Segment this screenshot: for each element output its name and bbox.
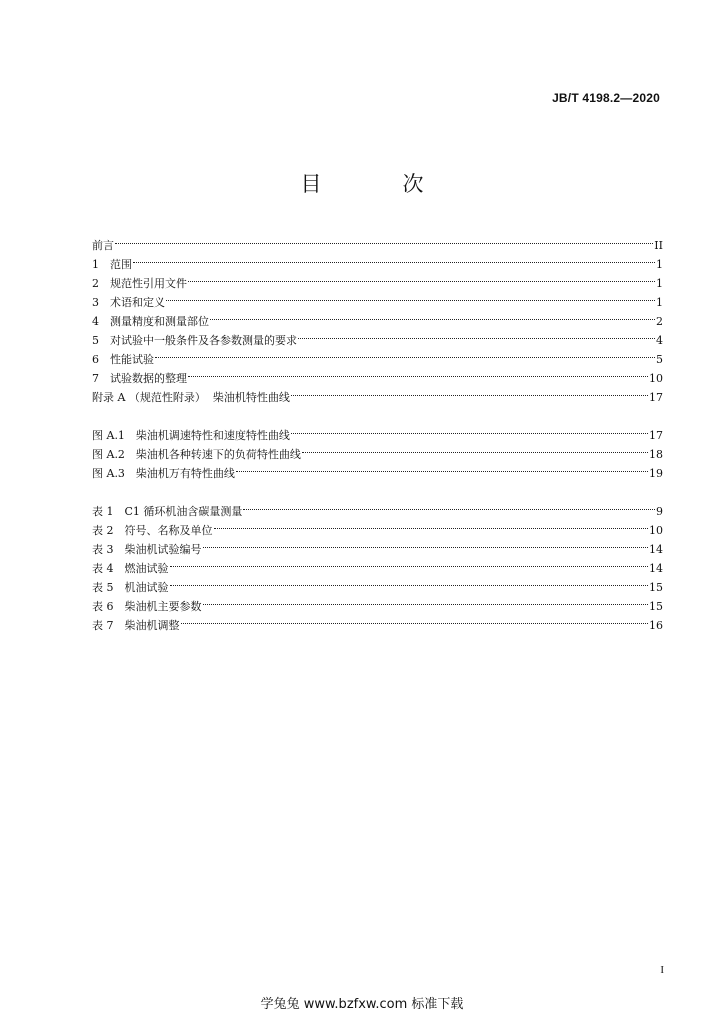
toc-entry-page: 4	[656, 334, 663, 347]
toc-entry[interactable]	[92, 420, 663, 442]
toc-entry-label: 表 3 柴油机试验编号	[92, 543, 202, 556]
toc-entry-page: 15	[649, 600, 663, 613]
toc-leader-dots	[203, 591, 649, 610]
toc-entry[interactable]	[92, 496, 663, 518]
toc-leader-dots	[115, 230, 653, 249]
toc-entry-label: 3 术语和定义	[92, 296, 165, 309]
toc-leader-dots	[181, 610, 649, 629]
toc-entry-label: 4 测量精度和测量部位	[92, 315, 209, 328]
toc-leader-dots	[236, 458, 648, 477]
footer-watermark: 学兔兔 www.bzfxw.com 标准下载	[260, 997, 464, 1012]
page-title: 目 次	[300, 172, 454, 196]
toc-entry-page: 5	[656, 353, 663, 366]
toc-entry-label: 表 4 燃油试验	[92, 562, 169, 575]
toc-entry-page: 9	[656, 505, 663, 518]
toc-group-figures	[92, 420, 663, 480]
toc-entry-label: 5 对试验中一般条件及各参数测量的要求	[92, 334, 297, 347]
toc-entry[interactable]	[92, 306, 663, 328]
toc-entry-page: 1	[656, 277, 663, 290]
toc-entry-page: 1	[656, 296, 663, 309]
toc-entry-label: 表 5 机油试验	[92, 581, 169, 594]
toc-entry[interactable]	[92, 363, 663, 385]
toc-entry[interactable]	[92, 553, 663, 575]
page-number: I	[660, 964, 664, 976]
table-of-contents	[92, 230, 663, 632]
toc-entry-page: 2	[656, 315, 663, 328]
toc-group-tables	[92, 496, 663, 632]
toc-leader-dots	[291, 420, 648, 439]
toc-leader-dots	[166, 287, 655, 306]
toc-entry-page: 10	[649, 524, 663, 537]
toc-entry-label: 图 A.3 柴油机万有特性曲线	[92, 467, 235, 480]
toc-entry-label: 图 A.2 柴油机各种转速下的负荷特性曲线	[92, 448, 301, 461]
toc-leader-dots	[302, 439, 648, 458]
toc-leader-dots	[210, 306, 655, 325]
toc-leader-dots	[291, 382, 648, 401]
toc-entry-page: 18	[649, 448, 663, 461]
toc-entry-label: 表 6 柴油机主要参数	[92, 600, 202, 613]
toc-entry-page: 19	[649, 467, 663, 480]
toc-entry-label: 表 7 柴油机调整	[92, 619, 180, 632]
toc-leader-dots	[214, 515, 649, 534]
toc-leader-dots	[170, 553, 649, 572]
toc-entry-label: 表 1 C1 循环机油含碳量测量	[92, 505, 243, 518]
toc-leader-dots	[188, 363, 648, 382]
toc-entry-page: 14	[649, 543, 663, 556]
standard-code: JB/T 4198.2—2020	[552, 91, 660, 105]
toc-leader-dots	[155, 344, 655, 363]
toc-entry-label: 前言	[92, 239, 114, 252]
toc-entry-label: 1 范围	[92, 258, 132, 271]
toc-entry-page: 14	[649, 562, 663, 575]
toc-leader-dots	[133, 249, 655, 268]
toc-entry[interactable]	[92, 591, 663, 613]
toc-entry-page: 1	[656, 258, 663, 271]
toc-entry[interactable]	[92, 344, 663, 366]
toc-entry[interactable]	[92, 230, 663, 252]
toc-entry[interactable]	[92, 268, 663, 290]
toc-group-chapters	[92, 230, 663, 404]
toc-leader-dots	[243, 496, 655, 515]
toc-entry-page: 17	[649, 429, 663, 442]
toc-entry-page: 10	[649, 372, 663, 385]
toc-entry-page: 16	[649, 619, 663, 632]
toc-entry-label: 2 规范性引用文件	[92, 277, 187, 290]
toc-entry-label: 附录 A （规范性附录） 柴油机特性曲线	[92, 391, 290, 404]
toc-leader-dots	[170, 572, 649, 591]
toc-entry[interactable]	[92, 572, 663, 594]
toc-entry-label: 图 A.1 柴油机调速特性和速度特性曲线	[92, 429, 290, 442]
toc-entry-label: 表 2 符号、名称及单位	[92, 524, 213, 537]
toc-entry-page: 17	[649, 391, 663, 404]
toc-entry-page: II	[654, 239, 663, 252]
toc-entry[interactable]	[92, 249, 663, 271]
toc-leader-dots	[203, 534, 649, 553]
toc-entry-label: 6 性能试验	[92, 353, 154, 366]
toc-leader-dots	[188, 268, 655, 287]
toc-leader-dots	[298, 325, 655, 344]
toc-entry-label: 7 试验数据的整理	[92, 372, 187, 385]
toc-entry[interactable]	[92, 287, 663, 309]
toc-entry-page: 15	[649, 581, 663, 594]
